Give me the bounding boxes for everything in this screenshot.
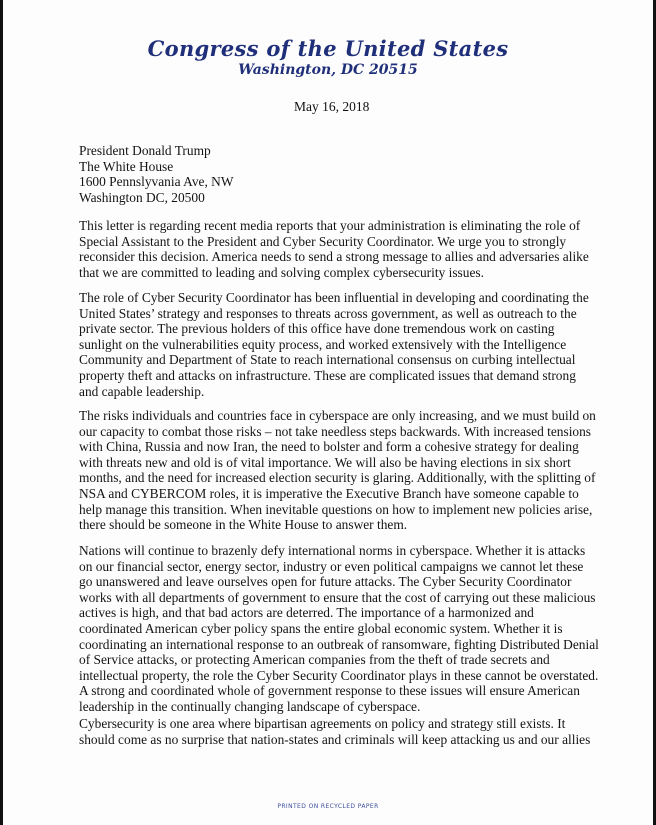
paragraph-line: coordinating an international response to an outbreak of ransomware, fighting Distributed Denial — [79, 636, 599, 652]
letterhead-subtitle: Washington, DC 20515 — [238, 62, 418, 78]
recycled-paper-footer: PRINTED ON RECYCLED PAPER — [277, 803, 379, 810]
recipient-address — [79, 143, 233, 205]
paragraph-line: that we are committed to leading and solving complex cybersecurity issues. — [79, 264, 484, 280]
paragraph-line: Cybersecurity is one area where bipartisan agreements on policy and strategy still exists. It — [79, 716, 566, 731]
paragraph-line: of Service attacks, or protecting American companies from the theft of trade secrets and — [79, 652, 550, 668]
paragraph-line: actives is high, and that bad actors are deterred. The importance of a harmonized and — [79, 605, 534, 621]
paragraph-line: and capable leadership. — [79, 383, 205, 399]
paragraph-line: leadership in the continually changing landscape of cyberspace. — [79, 698, 421, 714]
paragraph-line: Special Assistant to the President and Cyber Security Coordinator. We urge you to strongly — [79, 233, 567, 249]
paragraph-line: A strong and coordinated whole of government response to these issues will ensure American — [79, 683, 580, 699]
paragraph-line: The role of Cyber Security Coordinator has been influential in developing and coordinating the — [79, 290, 589, 305]
paragraph-line: coordinated American cyber policy spans the entire global economic system. Whether it is — [79, 620, 563, 636]
paragraph-line: This letter is regarding recent media reports that your administration is eliminating the role of — [79, 218, 581, 233]
address-line: The White House — [79, 158, 174, 174]
paragraph-line: NSA and CYBERCOM roles, it is imperative the Executive Branch have someone capable to — [79, 485, 579, 501]
letterhead-title: Congress of the United States — [147, 36, 509, 61]
paragraph-line: intellectual property, the role the Cyber Security Coordinator plays in these cannot be overstated. — [79, 667, 599, 683]
paragraph-line: reconsider this decision. America needs to send a strong message to allies and adversaries alike — [79, 249, 589, 265]
address-line: Washington DC, 20500 — [79, 189, 205, 205]
scan-border-left — [0, 0, 3, 825]
paragraph-5 — [79, 716, 624, 747]
paragraph-line: Nations will continue to brazenly defy international norms in cyberspace. Whether it is attacks — [79, 543, 586, 558]
paragraph-line: with China, Russia and now Iran, the need to bolster and form a cohesive strategy for dealing — [79, 439, 579, 455]
paragraph-1 — [79, 218, 624, 280]
paragraph-line: there should be someone in the White House to answer them. — [79, 517, 408, 533]
paragraph-line: on our financial sector, energy sector, industry or even political campaigns we cannot let these — [79, 558, 584, 574]
paragraph-line: go unanswered and leave ourselves open for future attacks. The Cyber Security Coordinator — [79, 574, 572, 590]
paragraph-3 — [79, 408, 624, 533]
paragraph-line: private sector. The previous holders of this office have done tremendous work on casting — [79, 321, 555, 337]
paragraph-line: our capacity to combat those risks – not take needless steps backwards. With increased tensions — [79, 423, 592, 439]
paragraph-line: should come as no surprise that nation-states and criminals will keep attacking us and our allies — [79, 731, 591, 747]
paragraph-line: Community and Department of State to reach international consensus on curbing intellectual — [79, 352, 576, 368]
paragraph-line: The risks individuals and countries face in cyberspace are only increasing, and we must build on — [79, 408, 596, 423]
paragraph-line: help manage this transition. When inevitable questions on how to implement new policies arise, — [79, 501, 593, 517]
paragraph-line: United States’ strategy and responses to threats across government, as well as outreach to the — [79, 305, 577, 321]
paragraph-4 — [79, 543, 624, 715]
paragraph-2 — [79, 290, 624, 399]
paragraph-line: property theft and attacks on infrastructure. These are complicated issues that demand strong — [79, 367, 576, 383]
address-line: 1600 Pennslyvania Ave, NW — [79, 174, 234, 190]
paragraph-line: sunlight on the vulnerabilities equity process, and worked extensively with the Intelligence — [79, 336, 567, 352]
paragraph-line: months, and the need for increased election security is glaring. Additionally, with the splitting of — [79, 470, 596, 486]
address-line: President Donald Trump — [79, 143, 211, 158]
letter-date: May 16, 2018 — [294, 99, 370, 114]
paragraph-line: works with all departments of government to ensure that the cost of carrying out these malicious — [79, 589, 596, 605]
paragraph-line: with threats new and old is of vital importance. We will also be having elections in six short — [79, 454, 571, 470]
